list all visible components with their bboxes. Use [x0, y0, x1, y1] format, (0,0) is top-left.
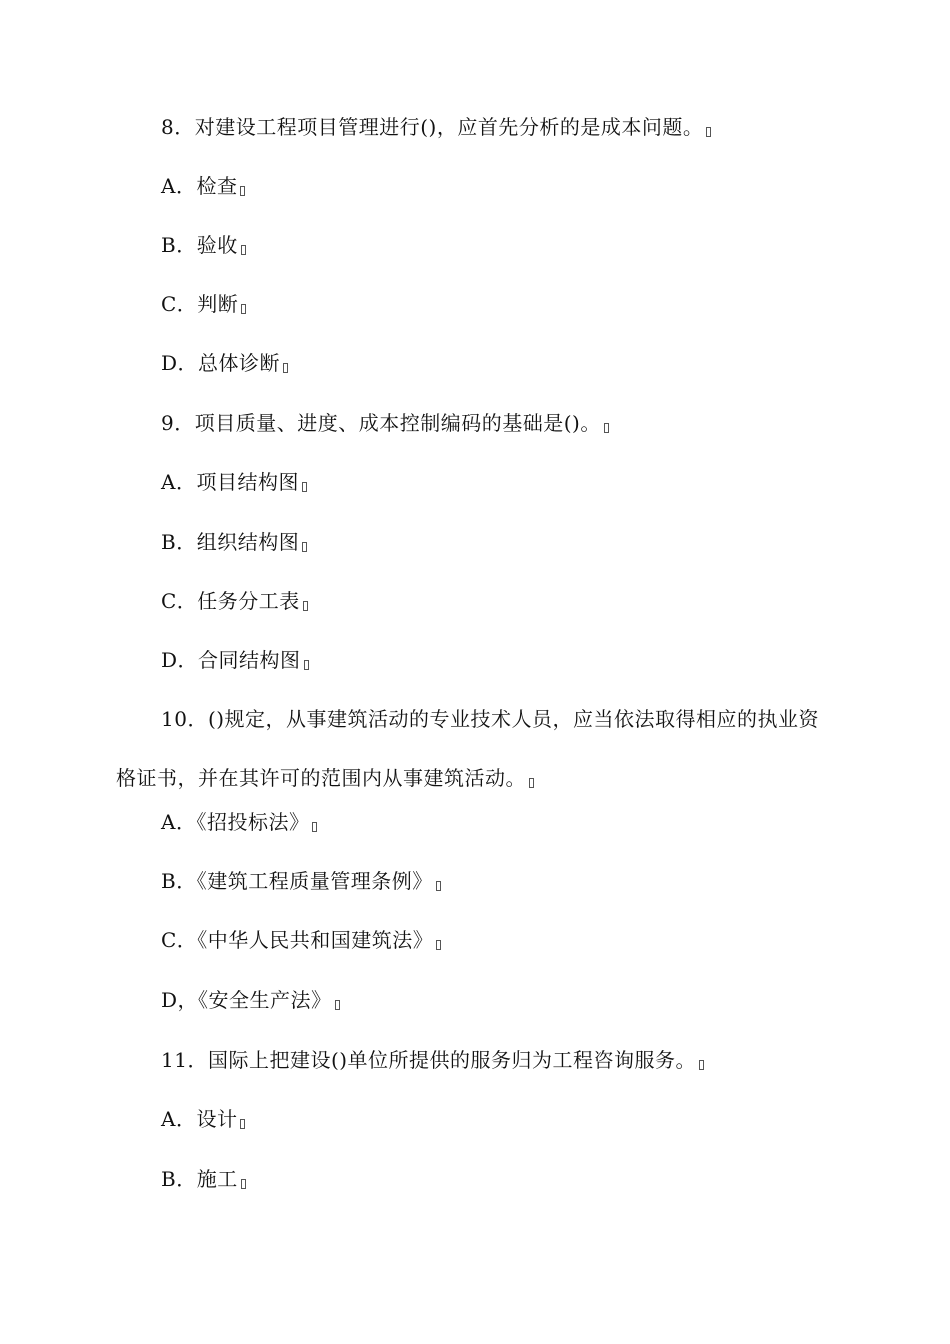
paragraph-mark-icon: [302, 542, 307, 552]
question-8-stem: 8．对建设工程项目管理进行()，应首先分析的是成本问题。: [161, 113, 711, 141]
paragraph-mark-icon: [303, 601, 308, 611]
paragraph-mark-icon: [302, 482, 307, 492]
paragraph-mark-icon: [335, 1000, 340, 1010]
paragraph-mark-icon: [240, 1119, 245, 1129]
paragraph-mark-icon: [241, 304, 246, 314]
question-9-option-c: C．任务分工表: [161, 587, 308, 615]
question-10-option-d: D，《安全生产法》: [161, 986, 340, 1014]
question-11-option-a: A．设计: [161, 1105, 245, 1133]
question-11-option-b: B．施工: [161, 1165, 246, 1193]
question-9-option-a: A．项目结构图: [161, 468, 307, 496]
paragraph-mark-icon: [304, 660, 309, 670]
question-9-option-d: D．合同结构图: [161, 646, 309, 674]
question-8-option-c: C．判断: [161, 290, 246, 318]
question-10-stem: 10．()规定，从事建筑活动的专业技术人员，应当依法取得相应的执业资格证书，并在其许可的范围内从事建筑活动。: [116, 707, 820, 790]
paragraph-mark-icon: [436, 940, 441, 950]
question-8-option-a: A．检查: [161, 172, 245, 200]
paragraph-mark-icon: [241, 245, 246, 255]
question-9-option-b: B．组织结构图: [161, 528, 307, 556]
paragraph-mark-icon: [706, 127, 711, 137]
paragraph-mark-icon: [436, 881, 441, 891]
paragraph-mark-icon: [604, 423, 609, 433]
paragraph-mark-icon: [241, 1179, 246, 1189]
question-10-option-a: A．《招投标法》: [161, 808, 317, 836]
paragraph-mark-icon: [283, 363, 288, 373]
question-8-option-d: D．总体诊断: [161, 349, 288, 377]
paragraph-mark-icon: [699, 1060, 704, 1070]
question-8-option-b: B．验收: [161, 231, 246, 259]
paragraph-mark-icon: [240, 186, 245, 196]
paragraph-mark-icon: [312, 822, 317, 832]
question-10-option-c: C．《中华人民共和国建筑法》: [161, 926, 441, 954]
question-10-option-b: B．《建筑工程质量管理条例》: [161, 867, 441, 895]
question-11-stem: 11．国际上把建设()单位所提供的服务归为工程咨询服务。: [161, 1046, 704, 1074]
question-9-stem: 9．项目质量、进度、成本控制编码的基础是()。: [161, 409, 609, 437]
paragraph-mark-icon: [529, 778, 534, 788]
